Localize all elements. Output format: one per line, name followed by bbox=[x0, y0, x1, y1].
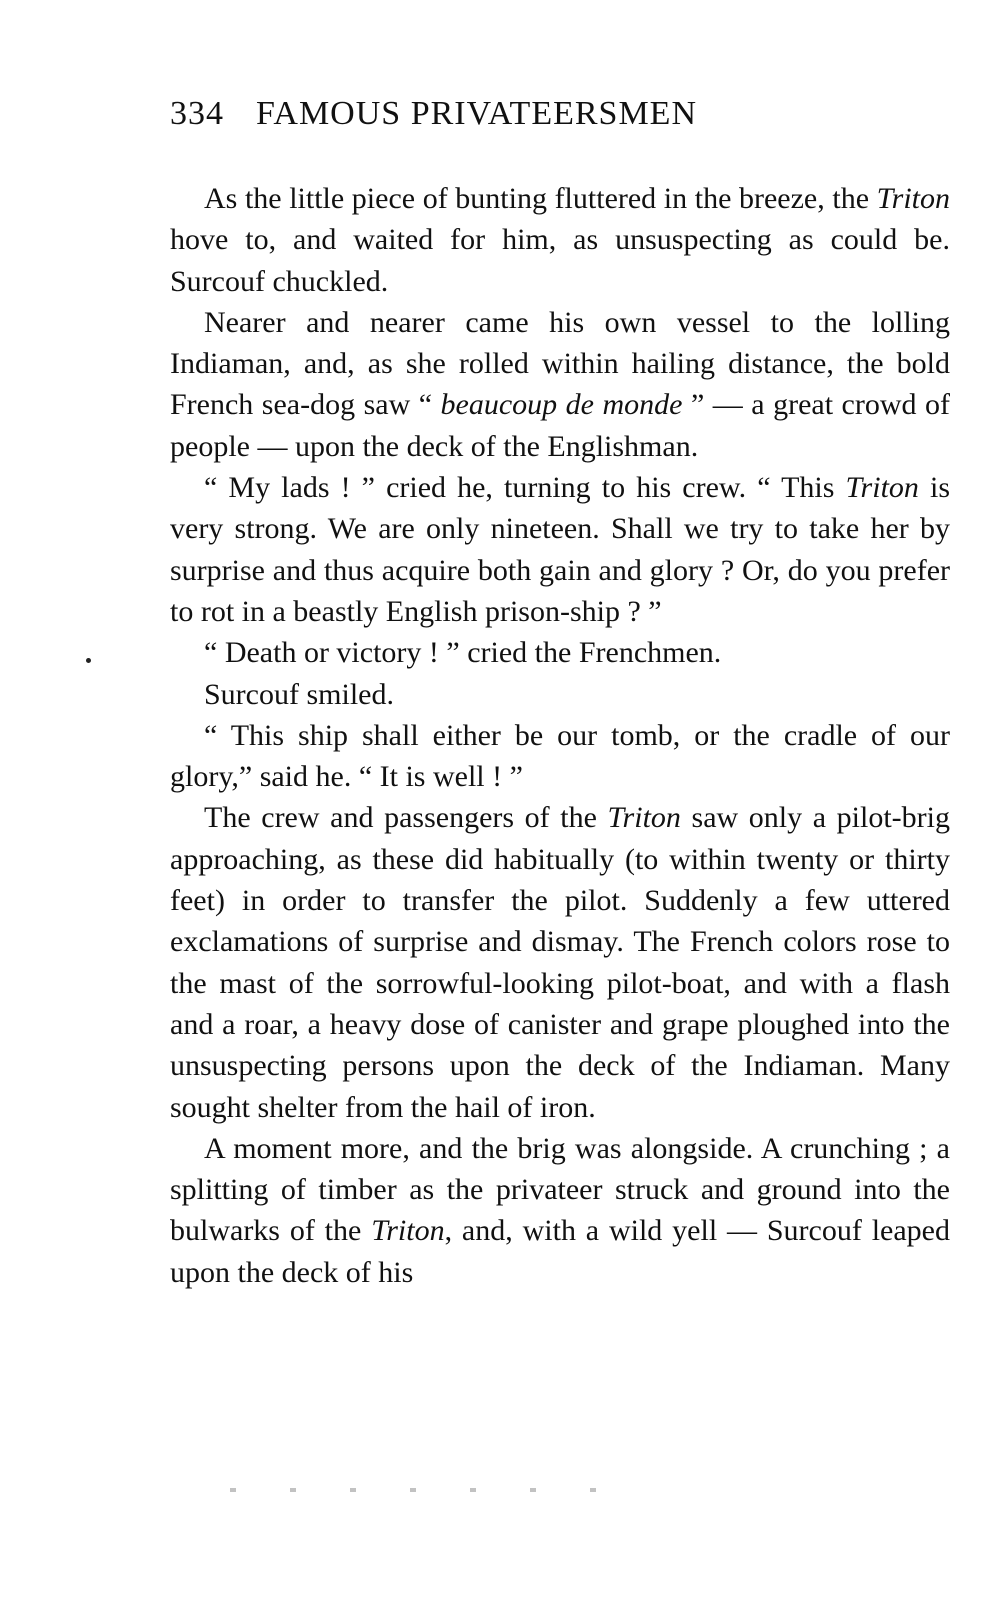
scan-artifact-marks bbox=[230, 1488, 610, 1492]
scan-speck bbox=[86, 658, 91, 663]
paragraph: As the little piece of bunting fluttered in the breeze, the Triton hove to, and waited for him, as unsuspecting as could be. Surcouf chuckled. bbox=[170, 182, 950, 298]
paragraph: “ My lads ! ” cried he, turning to his crew. “ This Triton is very strong. We are only nineteen. Shall we try to take her by surprise and thus acquire both gain and glory ? Or, do you prefer to rot in a beastly English prison-ship ? ” bbox=[170, 471, 951, 628]
paragraph: Nearer and nearer came his own vessel to the lolling Indiaman, and, as she rolled within hailing distance, the bold French sea-dog saw “ beaucoup de monde ” — a great crowd of people — upon the deck of the Englishman. bbox=[170, 305, 950, 463]
page-number: 334 bbox=[170, 95, 224, 132]
paragraph: “ This ship shall either be our tomb, or the cradle of our glory,” said he. “ It is well ! ” bbox=[170, 718, 950, 794]
paragraph: “ Death or victory ! ” cried the Frenchmen. bbox=[204, 636, 722, 670]
running-title: FAMOUS PRIVATEERSMEN bbox=[256, 95, 697, 132]
page-body bbox=[170, 178, 950, 1293]
paragraph: Surcouf smiled. bbox=[204, 677, 394, 711]
paragraph: A moment more, and the brig was alongside. A crunching ; a splitting of timber as the privateer struck and ground into the bulwarks of the Triton, and, with a wild yell — Surcouf leaped upon the deck of his bbox=[170, 1131, 950, 1289]
paragraph: The crew and passengers of the Triton saw only a pilot-brig approaching, as these did habitually (to within twenty or thirty feet) in order to transfer the pilot. Suddenly a few uttered exclamations of surprise and dismay. The French colors rose to the mast of the sorrowful-looking pilot-boat, and with a flash and a roar, a heavy dose of canister and grape ploughed into the unsuspecting persons upon the deck of the Indiaman. Many sought shelter from the hail of iron. bbox=[170, 801, 950, 1124]
running-header bbox=[170, 95, 960, 133]
